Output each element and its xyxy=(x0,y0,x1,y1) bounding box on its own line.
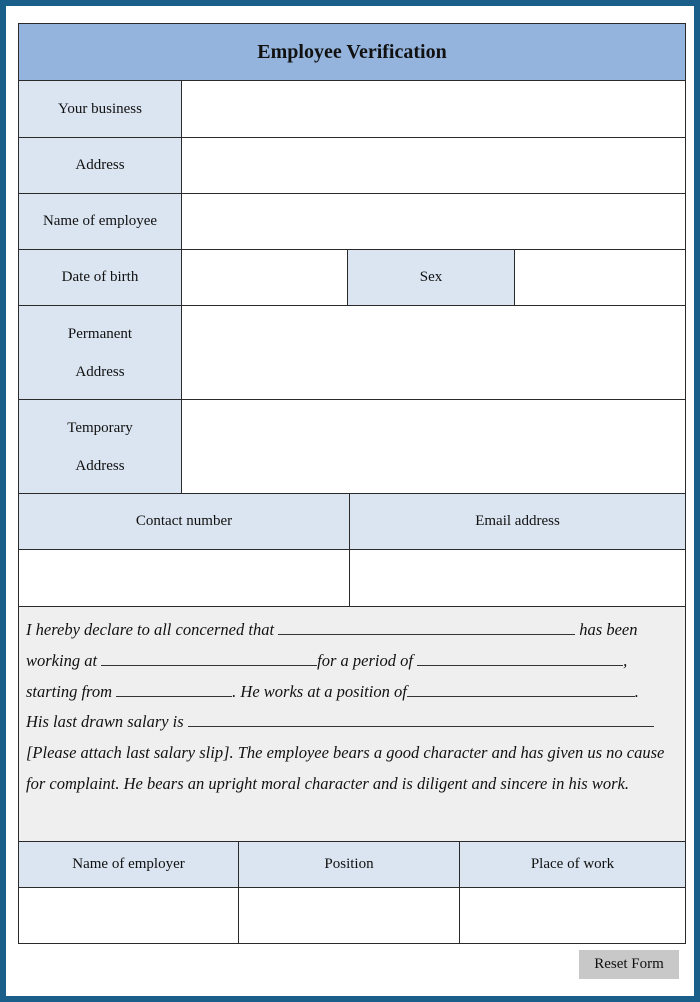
row-your-business xyxy=(19,81,685,138)
row-contact-email-headers xyxy=(19,494,685,550)
declaration-paragraph: [Please attach last salary slip]. The employee bears a good character and has given us no cause for complaint. He bears an upright moral character and is diligent and sincere in his work. xyxy=(26,743,665,793)
label-sex: Sex xyxy=(348,250,515,305)
declaration-line-2 xyxy=(26,646,679,677)
row-contact-email-fields xyxy=(19,550,685,607)
declaration-line-4 xyxy=(26,707,679,738)
decl-text-5: , xyxy=(623,650,628,670)
decl-text-1: I hereby declare to all concerned that xyxy=(26,620,275,639)
address-field[interactable] xyxy=(182,138,685,193)
row-name-of-employee xyxy=(19,194,685,250)
page xyxy=(6,6,694,996)
label-temporary-line1: Temporary xyxy=(67,419,133,436)
address-input[interactable] xyxy=(182,138,685,193)
place-of-work-field[interactable] xyxy=(460,888,685,943)
sex-input[interactable] xyxy=(515,250,685,305)
row-permanent-address xyxy=(19,306,685,400)
label-position: Position xyxy=(239,842,460,887)
date-of-birth-input[interactable] xyxy=(182,250,347,305)
contact-number-input[interactable] xyxy=(19,550,349,606)
decl-text-3: working at xyxy=(26,650,98,670)
email-address-field[interactable] xyxy=(350,550,685,606)
label-your-business: Your business xyxy=(19,81,182,137)
row-employer-fields xyxy=(19,888,685,943)
contact-number-field[interactable] xyxy=(19,550,350,606)
permanent-address-input[interactable] xyxy=(182,306,685,399)
row-dob-sex xyxy=(19,250,685,306)
decl-text-7: . He works at a position of xyxy=(232,681,407,701)
declaration-line-1 xyxy=(26,615,679,646)
name-of-employee-field[interactable] xyxy=(182,194,685,249)
temporary-address-field[interactable] xyxy=(182,400,685,493)
blank-salary[interactable] xyxy=(188,712,654,727)
declaration-line-3 xyxy=(26,677,679,708)
decl-text-4: for a period of xyxy=(317,650,413,670)
label-contact-number: Contact number xyxy=(19,494,350,549)
declaration-text xyxy=(19,607,685,842)
label-date-of-birth: Date of birth xyxy=(19,250,182,305)
email-address-input[interactable] xyxy=(350,550,685,606)
reset-form-button[interactable]: Reset Form xyxy=(579,950,679,979)
label-permanent-address xyxy=(19,306,182,399)
sex-field[interactable] xyxy=(515,250,685,305)
label-name-of-employee: Name of employee xyxy=(19,194,182,249)
date-of-birth-field[interactable] xyxy=(182,250,348,305)
decl-text-6: starting from xyxy=(26,681,113,701)
label-permanent-line2: Address xyxy=(75,363,125,380)
label-email-address: Email address xyxy=(350,494,685,549)
temporary-address-input[interactable] xyxy=(182,400,685,493)
label-temporary-line2: Address xyxy=(75,457,125,474)
decl-text-9: His last drawn salary is xyxy=(26,712,184,732)
decl-text-2: has been xyxy=(579,620,638,639)
position-input[interactable] xyxy=(239,888,459,943)
permanent-address-field[interactable] xyxy=(182,306,685,399)
row-employer-headers xyxy=(19,842,685,888)
name-of-employer-field[interactable] xyxy=(19,888,239,943)
label-temporary-address xyxy=(19,400,182,493)
place-of-work-input[interactable] xyxy=(460,888,685,943)
position-field[interactable] xyxy=(239,888,460,943)
name-of-employer-input[interactable] xyxy=(19,888,238,943)
label-name-of-employer: Name of employer xyxy=(19,842,239,887)
employee-verification-form xyxy=(18,23,686,944)
label-place-of-work: Place of work xyxy=(460,842,685,887)
blank-position[interactable] xyxy=(407,682,635,697)
your-business-input[interactable] xyxy=(182,81,685,137)
your-business-field[interactable] xyxy=(182,81,685,137)
label-address: Address xyxy=(19,138,182,193)
row-temporary-address xyxy=(19,400,685,494)
form-title: Employee Verification xyxy=(19,24,685,81)
name-of-employee-input[interactable] xyxy=(182,194,685,249)
label-permanent-line1: Permanent xyxy=(67,325,133,342)
row-address xyxy=(19,138,685,194)
blank-employee-name[interactable] xyxy=(278,620,575,635)
blank-period[interactable] xyxy=(417,651,623,666)
decl-text-8: . xyxy=(634,681,639,701)
blank-working-at[interactable] xyxy=(101,651,317,666)
blank-start-date[interactable] xyxy=(116,682,232,697)
